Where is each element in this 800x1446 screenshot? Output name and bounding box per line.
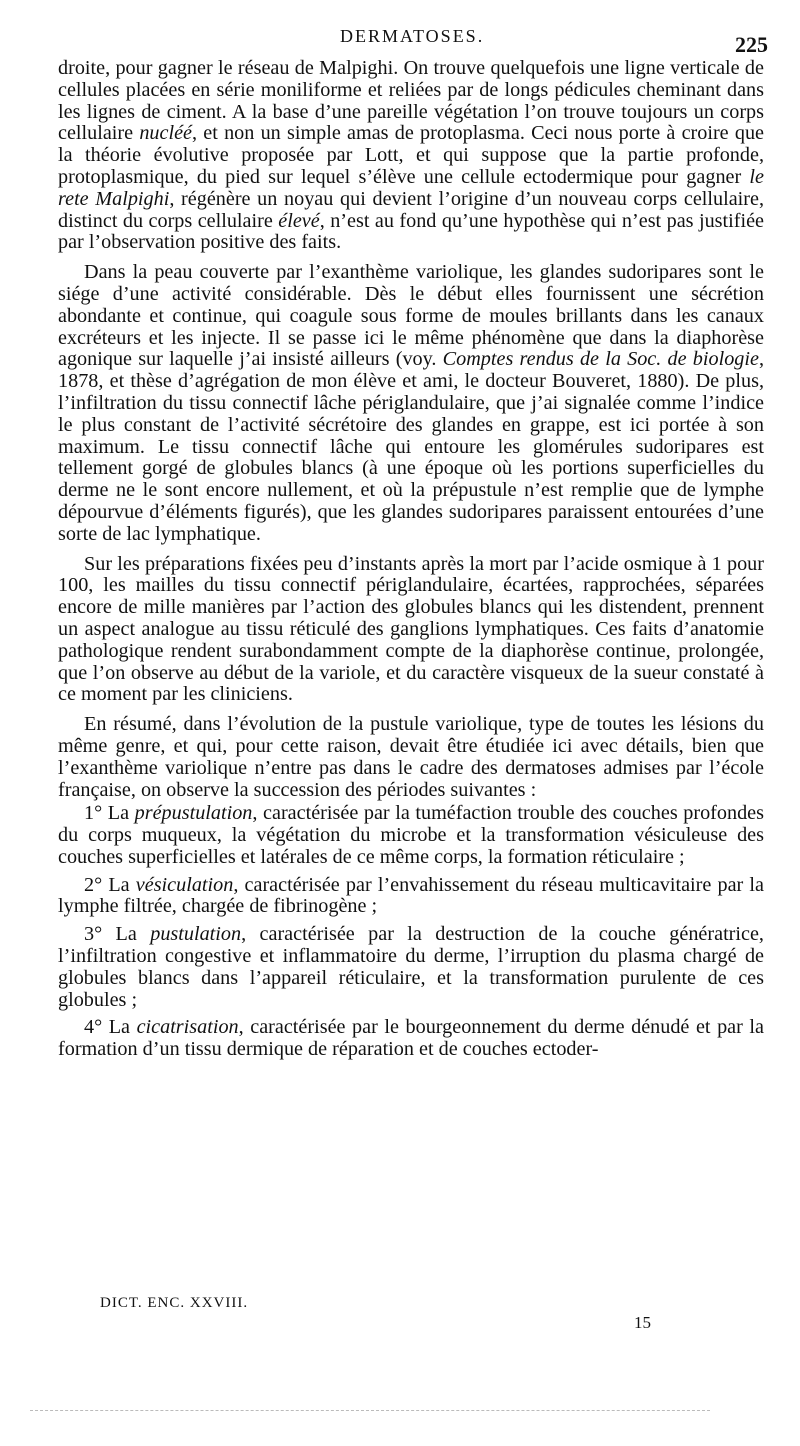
text-run: , caractérisée par l’envahissement du réseau multicavitaire par la lymphe filtrée, chargée de fibrinogène ; [58,873,765,918]
italic-term: pustulation [150,923,242,946]
text-run: , caractérisée par la tuméfaction trouble des couches profondes du corps muqueux, la végétation du microbe et la transformation vésiculeuse des couches superficielles et latérales de ce même corps, la formation réticulaire ; [58,802,764,868]
running-title: DERMATOSES. [340,26,485,46]
paragraph-2 [58,262,764,545]
italic-term: cicatrisation [136,1016,239,1039]
text-run: , n’est au fond qu’une hypothèse qui n’est pas justifiée par l’observation positive des faits. [58,209,764,254]
folio-number: 15 [634,1313,651,1332]
text-run: En résumé, dans l’évolution de la pustule variolique, type de toutes les lésions du même genre, et qui, pour cette raison, devait être étudiée ici avec détails, bien que l’exanthème variolique n’entre pas dans le cadre des dermatoses admises par l’école française, on observe la succession des périodes suivantes : [58,713,764,801]
page-header [0,26,800,57]
text-run: 3° La [84,923,151,946]
italic-term: prépustulation [134,802,253,825]
list-item-2 [58,875,764,919]
italic-term: élevé [278,209,320,232]
text-run: , et non un simple amas de protoplasma. Ceci nous porte à croire que la théorie évolutive proposée par Lott, et qui suppose que la partie profonde, protoplasmique, du pied sur lequel s’élève une cellule ectodermique pour gagner [58,122,765,188]
page-number: 225 [735,32,768,57]
italic-term: vésiculation [135,873,234,896]
text-run: , caractérisée par la destruction de la couche génératrice, l’infiltration congestive et inflammatoire du derme, l’irruption du plasma chargé de globules blancs dans l’appareil réticulaire, et la transformation purulente de ces globules ; [58,923,764,1011]
page-footer [0,1295,800,1335]
list-item-1 [58,803,764,868]
text-run: 4° La [84,1016,137,1039]
italic-term: Comptes rendus de la Soc. de biologie [442,348,759,371]
list-item-4 [58,1017,764,1061]
text-run: , caractérisée par le bourgeonnement du derme dénudé et par la formation d’un tissu dermique de réparation et de couches ectoder- [58,1016,764,1061]
text-run: 1° La [84,802,135,825]
text-run: Dans la peau couverte par l’exanthème variolique, les glandes sudoripares sont le siége d’une activité considérable. Dès le début elles fournissent une sécrétion abondante et continue, qui coagule sous forme de moules brillants dans les canaux excréteurs et les injecte. Il se passe ici le même phénomène que dans la diaphorèse agonique sur laquelle j’ai insisté ailleurs (voy. [58,261,764,371]
bottom-divider [30,1410,710,1411]
signature-mark: DICT. ENC. XXVIII. [100,1295,249,1311]
text-run: Sur les préparations fixées peu d’instants après la mort par l’acide osmique à 1 pour 100, les mailles du tissu connectif périglandulaire, écartées, rapprochées, séparées encore de mille manières par l’action des globules blancs qui les distendent, prennent un aspect analogue au tissu réticulé des ganglions lymphatiques. Ces faits d’anatomie pathologique rendent surabondamment compte de la diaphorèse continue, prolongée, que l’on observe au début de la variole, et du caractère visqueux de la sueur constaté à ce moment par les cliniciens. [58,552,764,706]
italic-term: le rete Malpighi [58,165,764,210]
paragraph-3 [58,554,764,707]
text-run: 2° La [84,873,136,896]
text-run: , régénère un noyau qui devient l’origine d’un nouveau corps cellulaire, distinct du corps cellulaire [58,187,765,232]
body-text [58,58,764,1067]
list-item-3 [58,924,764,1011]
text-run: droite, pour gagner le réseau de Malpighi. On trouve quelquefois une ligne verticale de cellules placées en série moniliforme et reliées par de longs pédicules cheminant dans les lignes de ciment. A la base d’une pareille végétation l’on trouve toujours un corps cellulaire [58,57,764,145]
paragraph-4 [58,714,764,801]
paragraph-1 [58,58,764,254]
text-run: , 1878, et thèse d’agrégation de mon élève et ami, le docteur Bouveret, 1880). De plus, l’infiltration du tissu connectif lâche périglandulaire, que j’ai signalée comme l’indice le plus constant de l’activité sécrétoire des glandes en grappe, est ici portée à son maximum. Le tissu connectif lâche qui entoure les glomérules sudoripares est tellement gorgé de globules blancs (à une époque où les portions superficielles du derme ne le sont encore nullement, et où la prépustule n’est remplie que de lymphe dépourvue d’éléments figurés), que les glandes sudoripares paraissent entourées d’une sorte de lac lymphatique. [58,348,764,545]
italic-term: nucléé [139,122,193,145]
